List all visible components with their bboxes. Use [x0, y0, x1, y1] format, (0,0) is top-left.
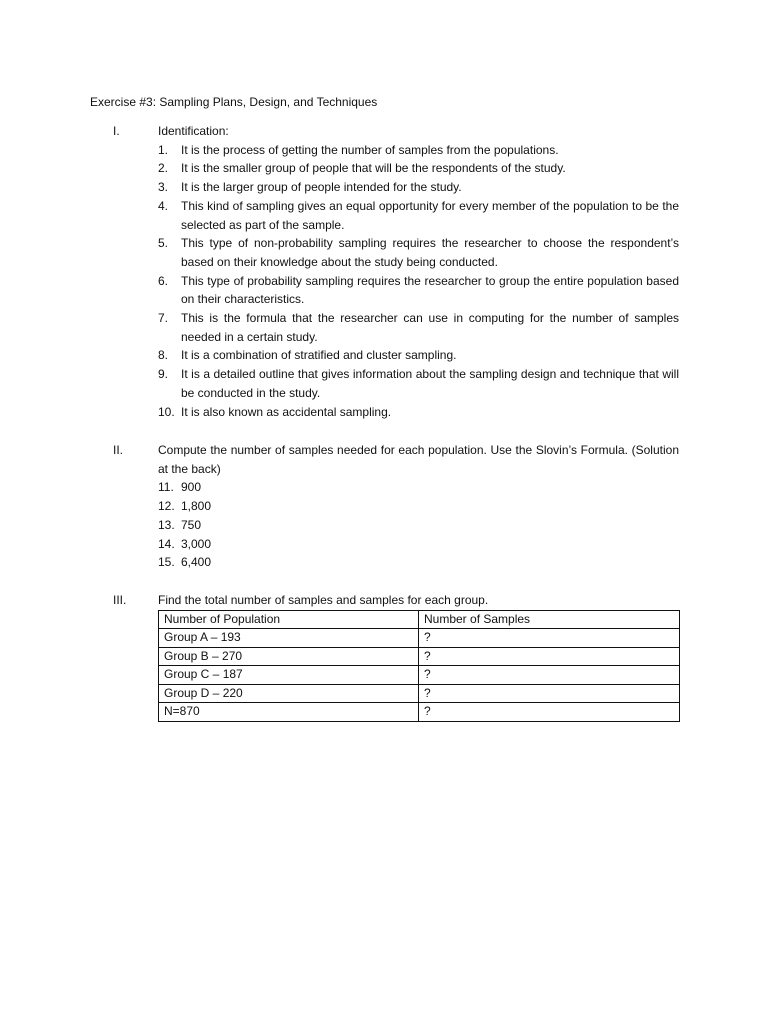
- table-cell: N=870: [159, 703, 419, 722]
- list-item: [158, 141, 679, 160]
- table-cell: ?: [419, 703, 680, 722]
- section-body: [158, 591, 679, 722]
- item-text: It is a combination of stratified and cluster sampling.: [181, 348, 457, 363]
- item-number: 8.: [158, 348, 169, 363]
- item-number: 6.: [158, 273, 169, 288]
- list-item: [158, 178, 679, 197]
- item-number: 1.: [158, 142, 169, 157]
- item-number: 9.: [158, 367, 169, 382]
- section-body: [158, 122, 679, 421]
- table-cell: ?: [419, 666, 680, 685]
- item-number: 12.: [158, 499, 175, 514]
- item-number: 7.: [158, 311, 169, 326]
- list-item: [158, 497, 679, 516]
- list-item: [158, 309, 679, 346]
- item-text: It is the larger group of people intended for the study.: [181, 180, 462, 195]
- item-text: This is the formula that the researcher can use in computing for the number of samples needed in a certain study.: [181, 311, 679, 344]
- table-cell: ?: [419, 629, 680, 648]
- item-text: 900: [181, 480, 202, 495]
- table-row: [159, 629, 680, 648]
- question-list: [158, 141, 679, 422]
- list-item: [158, 272, 679, 309]
- item-text: 1,800: [181, 499, 212, 514]
- item-text: 3,000: [181, 536, 212, 551]
- list-item: [158, 516, 679, 535]
- item-number: 3.: [158, 180, 169, 195]
- item-number: 14.: [158, 536, 175, 551]
- item-text: It is also known as accidental sampling.: [181, 404, 392, 419]
- section-body: [158, 441, 679, 572]
- item-text: 750: [181, 517, 202, 532]
- item-number: 15.: [158, 555, 175, 570]
- section-heading: Identification:: [158, 124, 229, 138]
- table-cell: Group D – 220: [159, 684, 419, 703]
- column-header-samples: Number of Samples: [419, 610, 680, 629]
- item-number: 10.: [158, 404, 175, 419]
- table-cell: ?: [419, 647, 680, 666]
- list-item: [158, 478, 679, 497]
- list-item: [158, 535, 679, 554]
- item-number: 2.: [158, 161, 169, 176]
- item-number: 4.: [158, 198, 169, 213]
- list-item: [158, 234, 679, 271]
- population-list: [158, 478, 679, 572]
- table-row: [159, 666, 680, 685]
- section-number: II.: [113, 443, 124, 457]
- item-text: It is a detailed outline that gives information about the sampling design and technique that will be conducted in the study.: [181, 367, 679, 400]
- section-number: III.: [113, 593, 127, 607]
- table-row: [159, 703, 680, 722]
- item-text: It is the process of getting the number of samples from the populations.: [181, 142, 559, 157]
- list-item: [158, 365, 679, 402]
- item-number: 11.: [158, 480, 174, 495]
- list-item: [158, 159, 679, 178]
- table-cell: ?: [419, 684, 680, 703]
- item-text: This kind of sampling gives an equal opportunity for every member of the population to be the selected as part of the sample.: [181, 198, 679, 232]
- table-row: [159, 684, 680, 703]
- list-item: [158, 346, 679, 365]
- table-cell: Group A – 193: [159, 629, 419, 648]
- table-cell: Group B – 270: [159, 647, 419, 666]
- item-text: This type of probability sampling requires the researcher to group the entire population based on their characteristics.: [181, 273, 679, 307]
- table-row: [159, 647, 680, 666]
- section-heading: Find the total number of samples and samples for each group.: [158, 593, 489, 607]
- column-header-population: Number of Population: [159, 610, 419, 629]
- item-number: 5.: [158, 236, 169, 251]
- list-item: [158, 403, 679, 422]
- item-text: 6,400: [181, 555, 212, 570]
- table-cell: Group C – 187: [159, 666, 419, 685]
- exercise-title: Exercise #3: Sampling Plans, Design, and Techniques: [90, 95, 378, 109]
- item-text: It is the smaller group of people that will be the respondents of the study.: [181, 161, 566, 176]
- item-number: 13.: [158, 517, 175, 532]
- table-header-row: [159, 610, 680, 629]
- section-number: I.: [113, 124, 120, 138]
- samples-table: [158, 610, 680, 722]
- item-text: This type of non-probability sampling requires the researcher to choose the respondent’s based on their knowledge about the study being conducted.: [181, 236, 679, 269]
- list-item: [158, 553, 679, 572]
- section-heading: Compute the number of samples needed for each population. Use the Slovin’s Formula. (Solution at the back): [158, 443, 679, 476]
- list-item: [158, 197, 679, 234]
